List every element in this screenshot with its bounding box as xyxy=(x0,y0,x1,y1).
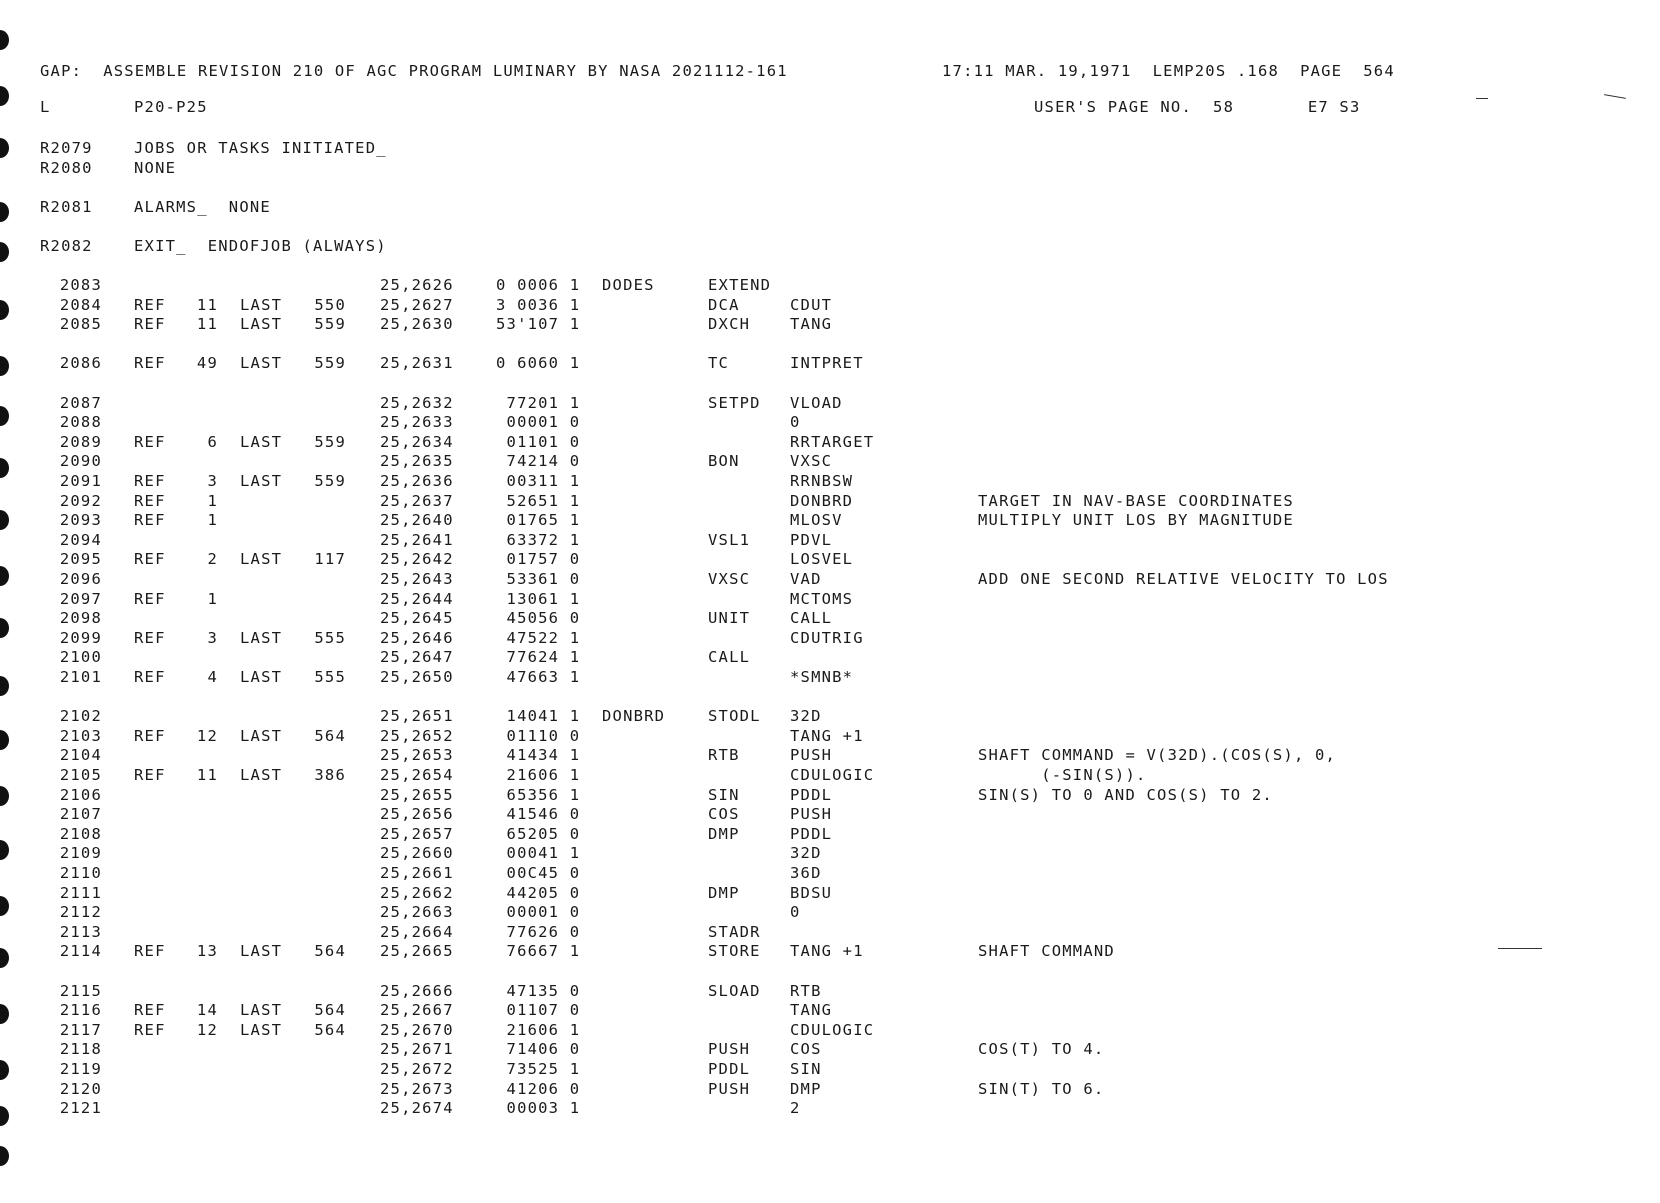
punch-hole xyxy=(0,202,9,222)
ref-label: REF xyxy=(134,668,166,686)
ref-label: REF xyxy=(134,354,166,373)
ref-label: REF xyxy=(134,432,166,451)
opcode: TC xyxy=(708,354,730,373)
operand: TANG +1 xyxy=(790,726,864,745)
scan-mark xyxy=(1604,94,1626,99)
punch-hole xyxy=(0,510,9,530)
octal-word: 00001 0 xyxy=(496,903,581,922)
address: 25,2673 xyxy=(380,1079,454,1098)
opcode: DXCH xyxy=(708,315,751,334)
operand: TANG xyxy=(790,1001,833,1020)
address: 25,2660 xyxy=(380,844,454,863)
operand: RRTARGET xyxy=(790,432,875,451)
last-page: 559 xyxy=(314,472,346,490)
octal-word: 65356 1 xyxy=(496,785,581,804)
operand: VLOAD xyxy=(790,393,843,412)
octal-word: 01110 0 xyxy=(496,726,581,745)
opcode: EXTEND xyxy=(708,276,772,294)
address: 25,2635 xyxy=(380,452,454,471)
octal-word: 21606 1 xyxy=(496,766,581,784)
ref-label: REF xyxy=(134,1020,166,1039)
last-label: LAST xyxy=(240,432,283,451)
opcode: VSL1 xyxy=(708,530,751,549)
opcode: PUSH xyxy=(708,1079,751,1098)
octal-word: 65205 0 xyxy=(496,824,581,843)
scan-mark xyxy=(1476,98,1488,99)
operand: INTPRET xyxy=(790,354,864,373)
octal-word: 77626 0 xyxy=(496,922,581,941)
comment: SHAFT COMMAND = V(32D).(COS(S), 0, xyxy=(978,746,1337,765)
punch-hole xyxy=(0,618,9,638)
ref-label: REF xyxy=(134,766,166,784)
line-number: 2103 xyxy=(59,726,102,745)
opcode: DMP xyxy=(708,883,740,902)
line-number: 2093 xyxy=(59,511,102,530)
octal-word: 52651 1 xyxy=(496,491,581,510)
remark-text: ALARMS_ NONE xyxy=(134,198,271,216)
line-number: 2084 xyxy=(59,295,102,314)
last-page: 564 xyxy=(314,1001,346,1020)
octal-word: 71406 0 xyxy=(496,1040,581,1059)
punch-hole xyxy=(0,300,9,320)
line-number: 2115 xyxy=(59,981,102,1000)
address: 25,2655 xyxy=(380,785,454,804)
ref-count: 11 xyxy=(196,315,218,334)
line-number: 2101 xyxy=(59,668,102,686)
line-number: 2117 xyxy=(59,1020,102,1039)
ref-count: 49 xyxy=(196,354,218,373)
address: 25,2664 xyxy=(380,922,454,941)
header-user-page: USER'S PAGE NO. 58 E7 S3 xyxy=(1034,98,1361,116)
operand: SIN xyxy=(790,1060,822,1078)
line-number: 2100 xyxy=(59,648,102,667)
address: 25,2663 xyxy=(380,903,454,922)
line-number: 2113 xyxy=(59,922,102,941)
address: 25,2667 xyxy=(380,1001,454,1020)
line-number: 2121 xyxy=(59,1099,102,1118)
opcode: DMP xyxy=(708,824,740,843)
last-label: LAST xyxy=(240,766,283,784)
ref-count: 13 xyxy=(196,942,218,961)
last-page: 117 xyxy=(314,550,346,569)
punch-hole xyxy=(0,676,9,696)
opcode: SETPD xyxy=(708,393,761,412)
remark-text: JOBS OR TASKS INITIATED_ xyxy=(134,139,387,157)
operand: MCTOMS xyxy=(790,589,854,608)
ref-label: REF xyxy=(134,491,166,510)
punch-hole xyxy=(0,566,9,586)
remark-number: R2081 xyxy=(40,198,93,216)
octal-word: 3 0036 1 xyxy=(496,295,581,314)
operand: VXSC xyxy=(790,452,833,471)
octal-word: 0 6060 1 xyxy=(496,354,581,373)
octal-word: 47522 1 xyxy=(496,628,581,647)
ref-count: 14 xyxy=(196,1001,218,1020)
operand: 36D xyxy=(790,864,822,882)
operand: 32D xyxy=(790,844,822,863)
line-number: 2088 xyxy=(59,413,102,432)
operand: DONBRD xyxy=(790,491,854,510)
ref-label: REF xyxy=(134,550,166,569)
opcode: CALL xyxy=(708,648,751,667)
octal-word: 53'107 1 xyxy=(496,315,581,334)
address: 25,2640 xyxy=(380,511,454,530)
punch-hole xyxy=(0,896,9,916)
opcode: STADR xyxy=(708,922,761,941)
last-label: LAST xyxy=(240,1020,283,1039)
opcode: BON xyxy=(708,452,740,471)
comment: SIN(T) TO 6. xyxy=(978,1079,1105,1098)
octal-word: 73525 1 xyxy=(496,1060,581,1078)
octal-word: 00001 0 xyxy=(496,413,581,432)
address: 25,2666 xyxy=(380,981,454,1000)
octal-word: 47663 1 xyxy=(496,668,581,686)
punch-hole xyxy=(0,1146,9,1166)
ref-count: 2 xyxy=(207,550,218,569)
punch-hole xyxy=(0,1106,9,1126)
last-label: LAST xyxy=(240,550,283,569)
comment: SIN(S) TO 0 AND COS(S) TO 2. xyxy=(978,785,1273,804)
line-number: 2111 xyxy=(59,883,102,902)
line-number: 2110 xyxy=(59,864,102,882)
address: 25,2651 xyxy=(380,707,454,726)
octal-word: 41434 1 xyxy=(496,746,581,765)
opcode: SLOAD xyxy=(708,981,761,1000)
ref-label: REF xyxy=(134,942,166,961)
line-number: 2096 xyxy=(59,570,102,588)
opcode: STODL xyxy=(708,707,761,726)
punch-hole xyxy=(0,86,9,106)
ref-label: REF xyxy=(134,726,166,745)
octal-word: 41546 0 xyxy=(496,805,581,824)
operand: VAD xyxy=(790,570,822,588)
octal-word: 01757 0 xyxy=(496,550,581,569)
octal-word: 01107 0 xyxy=(496,1001,581,1020)
last-page: 559 xyxy=(314,315,346,334)
opcode: DCA xyxy=(708,295,740,314)
address: 25,2652 xyxy=(380,726,454,745)
octal-word: 45056 0 xyxy=(496,609,581,628)
octal-word: 76667 1 xyxy=(496,942,581,961)
octal-word: 74214 0 xyxy=(496,452,581,471)
ref-label: REF xyxy=(134,628,166,647)
octal-word: 21606 1 xyxy=(496,1020,581,1039)
line-number: 2083 xyxy=(59,276,102,294)
header-section: P20-P25 xyxy=(134,98,208,116)
address: 25,2662 xyxy=(380,883,454,902)
operand: CDULOGIC xyxy=(790,1020,875,1039)
line-number: 2089 xyxy=(59,432,102,451)
octal-word: 77201 1 xyxy=(496,393,581,412)
operand: PUSH xyxy=(790,805,833,824)
line-number: 2087 xyxy=(59,393,102,412)
opcode: UNIT xyxy=(708,609,751,628)
opcode: STORE xyxy=(708,942,761,961)
operand: TANG xyxy=(790,315,833,334)
address: 25,2647 xyxy=(380,648,454,667)
address: 25,2670 xyxy=(380,1020,454,1039)
line-number: 2098 xyxy=(59,609,102,628)
last-label: LAST xyxy=(240,472,283,490)
line-number: 2090 xyxy=(59,452,102,471)
punch-hole xyxy=(0,356,9,376)
opcode: SIN xyxy=(708,785,740,804)
ref-count: 11 xyxy=(196,766,218,784)
address: 25,2646 xyxy=(380,628,454,647)
octal-word: 53361 0 xyxy=(496,570,581,588)
address: 25,2672 xyxy=(380,1060,454,1078)
operand: PDVL xyxy=(790,530,833,549)
last-page: 555 xyxy=(314,628,346,647)
operand: COS xyxy=(790,1040,822,1059)
last-label: LAST xyxy=(240,726,283,745)
operand: 0 xyxy=(790,413,801,432)
punch-hole xyxy=(0,458,9,478)
punch-hole xyxy=(0,1004,9,1024)
line-number: 2107 xyxy=(59,805,102,824)
operand: MLOSV xyxy=(790,511,843,530)
punch-hole xyxy=(0,948,9,968)
address: 25,2671 xyxy=(380,1040,454,1059)
last-page: 559 xyxy=(314,432,346,451)
last-page: 559 xyxy=(314,354,346,373)
ref-count: 3 xyxy=(207,472,218,490)
octal-word: 44205 0 xyxy=(496,883,581,902)
octal-word: 01101 0 xyxy=(496,432,581,451)
ref-count: 12 xyxy=(196,726,218,745)
last-label: LAST xyxy=(240,295,283,314)
address: 25,2656 xyxy=(380,805,454,824)
last-page: 555 xyxy=(314,668,346,686)
remark-number: R2082 xyxy=(40,237,93,255)
octal-word: 00041 1 xyxy=(496,844,581,863)
line-number: 2105 xyxy=(59,766,102,784)
scan-mark xyxy=(1498,948,1542,949)
line-number: 2108 xyxy=(59,824,102,843)
address: 25,2627 xyxy=(380,295,454,314)
operand: PDDL xyxy=(790,824,833,843)
line-number: 2119 xyxy=(59,1060,102,1078)
ref-count: 1 xyxy=(207,589,218,608)
remark-number: R2080 xyxy=(40,159,93,177)
symbol-label: DONBRD xyxy=(602,707,666,726)
operand: PDDL xyxy=(790,785,833,804)
address: 25,2661 xyxy=(380,864,454,882)
operand: TANG +1 xyxy=(790,942,864,961)
line-number: 2091 xyxy=(59,472,102,490)
operand: 32D xyxy=(790,707,822,726)
address: 25,2632 xyxy=(380,393,454,412)
remark-number: R2079 xyxy=(40,139,93,157)
punch-hole xyxy=(0,138,9,158)
last-label: LAST xyxy=(240,1001,283,1020)
operand: 0 xyxy=(790,903,801,922)
line-number: 2099 xyxy=(59,628,102,647)
octal-word: 00C45 0 xyxy=(496,864,581,882)
last-label: LAST xyxy=(240,315,283,334)
octal-word: 0 0006 1 xyxy=(496,276,581,294)
comment: TARGET IN NAV-BASE COORDINATES xyxy=(978,491,1294,510)
address: 25,2653 xyxy=(380,746,454,765)
address: 25,2633 xyxy=(380,413,454,432)
last-page: 550 xyxy=(314,295,346,314)
octal-word: 14041 1 xyxy=(496,707,581,726)
address: 25,2643 xyxy=(380,570,454,588)
address: 25,2674 xyxy=(380,1099,454,1118)
ref-count: 11 xyxy=(196,295,218,314)
address: 25,2631 xyxy=(380,354,454,373)
address: 25,2654 xyxy=(380,766,454,784)
comment: (-SIN(S)). xyxy=(978,766,1147,784)
line-number: 2114 xyxy=(59,942,102,961)
line-number: 2116 xyxy=(59,1001,102,1020)
ref-label: REF xyxy=(134,1001,166,1020)
operand: CDUT xyxy=(790,295,833,314)
comment: MULTIPLY UNIT LOS BY MAGNITUDE xyxy=(978,511,1294,530)
octal-word: 63372 1 xyxy=(496,530,581,549)
line-number: 2092 xyxy=(59,491,102,510)
operand: LOSVEL xyxy=(790,550,854,569)
last-page: 386 xyxy=(314,766,346,784)
address: 25,2637 xyxy=(380,491,454,510)
address: 25,2650 xyxy=(380,668,454,686)
last-label: LAST xyxy=(240,628,283,647)
ref-label: REF xyxy=(134,589,166,608)
ref-count: 3 xyxy=(207,628,218,647)
ref-label: REF xyxy=(134,315,166,334)
opcode: PUSH xyxy=(708,1040,751,1059)
octal-word: 41206 0 xyxy=(496,1079,581,1098)
operand: DMP xyxy=(790,1079,822,1098)
remark-text: EXIT_ ENDOFJOB (ALWAYS) xyxy=(134,237,387,255)
comment: SHAFT COMMAND xyxy=(978,942,1115,961)
opcode: RTB xyxy=(708,746,740,765)
octal-word: 13061 1 xyxy=(496,589,581,608)
line-number: 2112 xyxy=(59,903,102,922)
last-label: LAST xyxy=(240,354,283,373)
last-label: LAST xyxy=(240,668,283,686)
ref-label: REF xyxy=(134,295,166,314)
octal-word: 77624 1 xyxy=(496,648,581,667)
ref-count: 1 xyxy=(207,491,218,510)
ref-label: REF xyxy=(134,511,166,530)
operand: CDUTRIG xyxy=(790,628,864,647)
operand: BDSU xyxy=(790,883,833,902)
operand: RTB xyxy=(790,981,822,1000)
octal-word: 00003 1 xyxy=(496,1099,581,1118)
opcode: COS xyxy=(708,805,740,824)
line-number: 2086 xyxy=(59,354,102,373)
header-timestamp-page: 17:11 MAR. 19,1971 LEMP20S .168 PAGE 564 xyxy=(942,62,1395,80)
operand: PUSH xyxy=(790,746,833,765)
line-number: 2102 xyxy=(59,707,102,726)
line-number: 2094 xyxy=(59,530,102,549)
ref-count: 12 xyxy=(196,1020,218,1039)
line-number: 2106 xyxy=(59,785,102,804)
operand: 2 xyxy=(790,1099,801,1118)
line-number: 2097 xyxy=(59,589,102,608)
comment: ADD ONE SECOND RELATIVE VELOCITY TO LOS xyxy=(978,570,1389,588)
last-page: 564 xyxy=(314,1020,346,1039)
last-label: LAST xyxy=(240,942,283,961)
address: 25,2644 xyxy=(380,589,454,608)
line-number: 2118 xyxy=(59,1040,102,1059)
address: 25,2634 xyxy=(380,432,454,451)
header-mode-code: L xyxy=(40,98,51,116)
ref-label: REF xyxy=(134,472,166,490)
line-number: 2120 xyxy=(59,1079,102,1098)
punch-hole xyxy=(0,840,9,860)
punch-hole xyxy=(0,406,9,426)
address: 25,2645 xyxy=(380,609,454,628)
remark-text: NONE xyxy=(134,159,177,177)
punch-hole xyxy=(0,30,9,50)
octal-word: 01765 1 xyxy=(496,511,581,530)
operand: *SMNB* xyxy=(790,668,854,686)
last-page: 564 xyxy=(314,726,346,745)
ref-count: 4 xyxy=(207,668,218,686)
opcode: PDDL xyxy=(708,1060,751,1078)
operand: CALL xyxy=(790,609,833,628)
punch-hole xyxy=(0,1060,9,1080)
address: 25,2630 xyxy=(380,315,454,334)
octal-word: 00311 1 xyxy=(496,472,581,490)
punch-hole xyxy=(0,730,9,750)
punch-hole xyxy=(0,242,9,262)
opcode: VXSC xyxy=(708,570,751,588)
comment: COS(T) TO 4. xyxy=(978,1040,1105,1059)
address: 25,2626 xyxy=(380,276,454,294)
operand: RRNBSW xyxy=(790,472,854,490)
punch-hole xyxy=(0,786,9,806)
last-page: 564 xyxy=(314,942,346,961)
line-number: 2095 xyxy=(59,550,102,569)
ref-count: 6 xyxy=(207,432,218,451)
address: 25,2642 xyxy=(380,550,454,569)
line-number: 2104 xyxy=(59,746,102,765)
address: 25,2641 xyxy=(380,530,454,549)
address: 25,2636 xyxy=(380,472,454,490)
ref-count: 1 xyxy=(207,511,218,530)
line-number: 2085 xyxy=(59,315,102,334)
address: 25,2665 xyxy=(380,942,454,961)
line-number: 2109 xyxy=(59,844,102,863)
address: 25,2657 xyxy=(380,824,454,843)
header-title: GAP: ASSEMBLE REVISION 210 OF AGC PROGRAM LUMINARY BY NASA 2021112-161 xyxy=(40,62,788,80)
operand: CDULOGIC xyxy=(790,766,875,784)
octal-word: 47135 0 xyxy=(496,981,581,1000)
symbol-label: DODES xyxy=(602,276,655,294)
